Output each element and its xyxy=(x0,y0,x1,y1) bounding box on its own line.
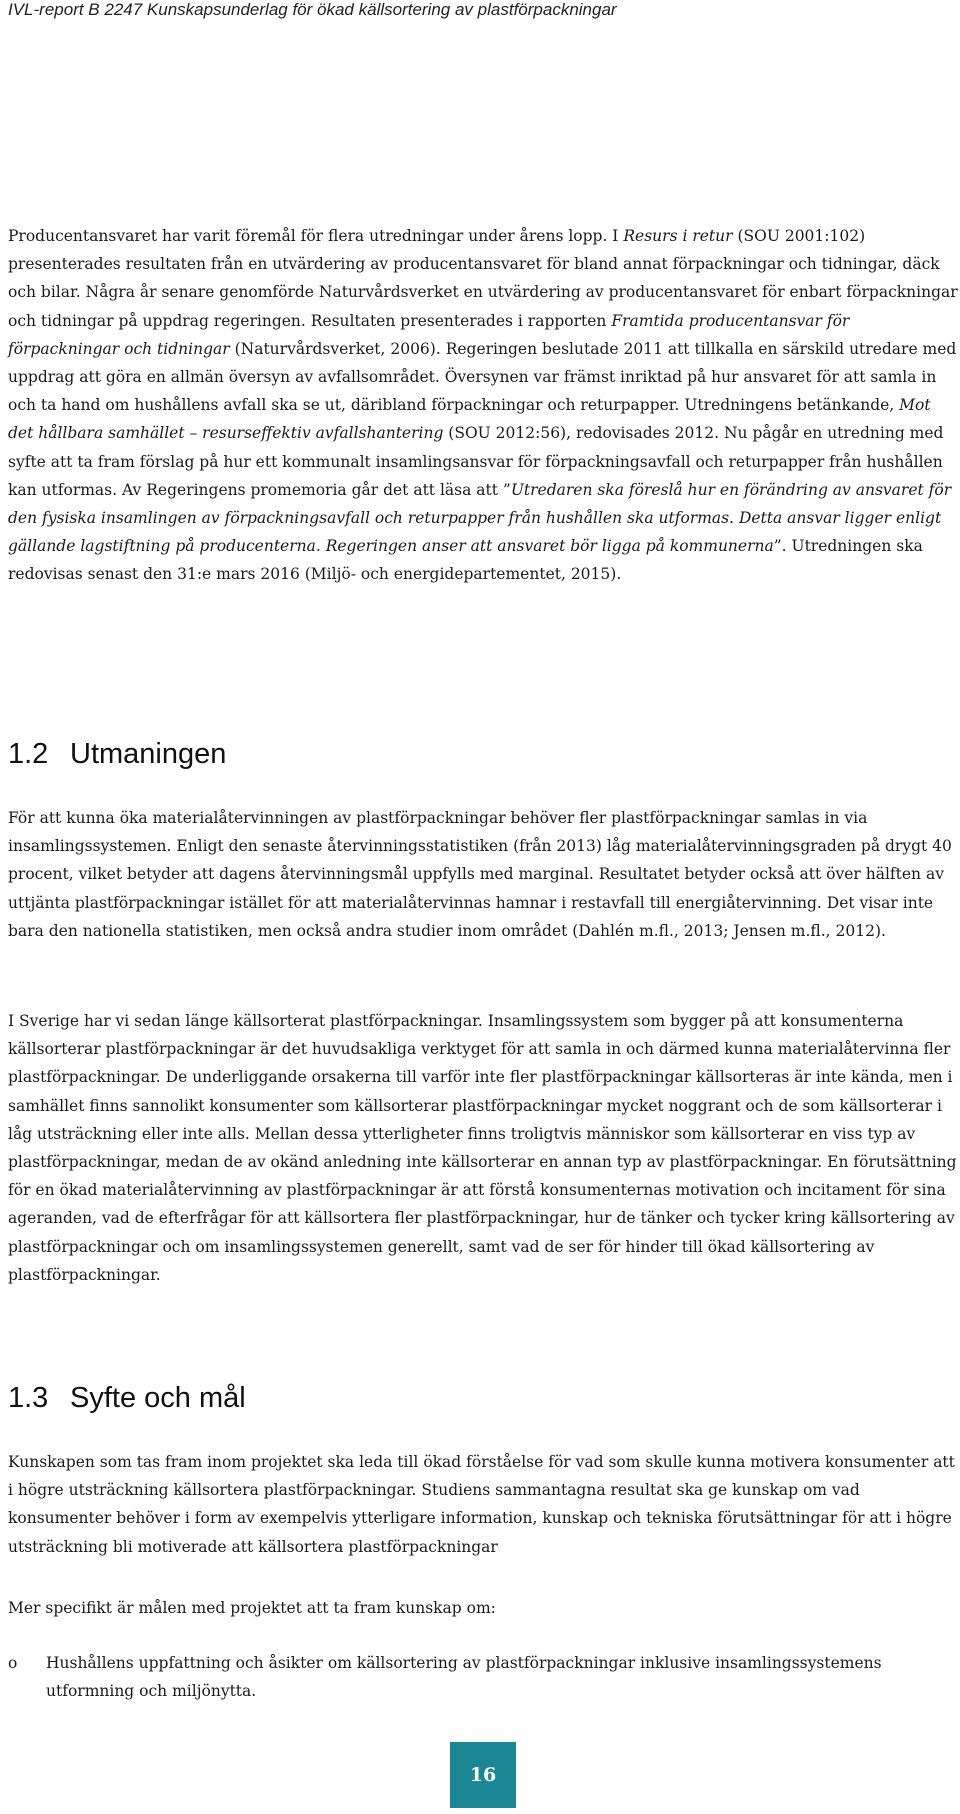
section-title: Utmaningen xyxy=(70,738,227,770)
paragraph-text: I Sverige har vi sedan länge källsorterat plastförpackningar. Insamlingssystem som bygger på att konsumenterna källsorterar plastförpackningar är det huvudsakliga verktyget för att samla in och därmed kunna materialåtervinna fler plastförpackningar. De underliggande orsakerna till varför inte fler plastförpackningar källsorteras är inte kända, men i samhället finns sannolikt konsumenter som källsorterar plastförpackningar mycket noggrant och de som källsorterar i låg utsträckning eller inte alls. Mellan dessa ytterligheter finns troligtvis människor som källsorterar en viss typ av plastförpackningar, medan de av okänd anledning inte källsorterar en annan typ av plastförpackningar. En förutsättning för en ökad materialåtervinning av plastförpackningar är att förstå konsumenternas motivation och incitament för sina ageranden, vad de efterfrågar för att källsortera fler plastförpackningar, hur de tänker och tycker kring källsortering av plastförpackningar och om insamlingssystemen generellt, samt vad de ser för hinder till ökad källsortering av plastförpackningar. xyxy=(8,1012,957,1284)
section-heading-syfte xyxy=(8,1382,246,1415)
intro-text-2: (SOU 2001:102) presenterades resultaten från en utvärdering av producentansvaret för bland annat förpackningar och tidningar, däck och bilar. Några år senare genomförde Naturvårdsverket en utvärdering av producentansvaret för enbart förpackningar och tidningar på uppdrag regeringen. Resultaten presenterades i rapporten xyxy=(8,227,958,330)
syfte-paragraph-1 xyxy=(8,1448,958,1561)
intro-text-5: ”. Utredningen ska redovisas senast den 31:e mars 2016 (Miljö- och energidepartementet, 2015). xyxy=(8,537,923,584)
report-header: IVL-report B 2247 Kunskapsunderlag för ökad källsortering av plastförpackningar xyxy=(8,0,617,19)
page-number-badge: 16 xyxy=(450,1742,516,1808)
section-number: 1.3 xyxy=(8,1382,49,1414)
utmaningen-paragraph-1 xyxy=(8,804,958,945)
intro-text-4: (SOU 2012:56), redovisades 2012. Nu pågår en utredning med syfte att ta fram förslag på hur ett kommunalt insamlingsansvar för förpackningsavfall och returpapper från hushållen kan utformas. Av Regeringens promemoria går det att läsa att ” xyxy=(8,424,944,499)
paragraph-text: För att kunna öka materialåtervinningen av plastförpackningar behöver fler plastförpackningar samlas in via insamlingssystemen. Enligt den senaste återvinningsstatistiken (från 2013) låg materialåtervinningsgraden på drygt 40 procent, vilket betyder att dagens återvinningsmål uppfylls med marginal. Resultatet betyder också att över hälften av uttjänta plastförpackningar istället för att materialåtervinnas hamnar i restavfall till energiåtervinning. Det visar inte bara den nationella statistiken, men också andra studier inom området (Dahlén m.fl., 2013; Jensen m.fl., 2012). xyxy=(8,809,952,940)
intro-italic-3: Mot det hållbara samhället – resurseffektiv avfallshantering xyxy=(8,396,931,443)
intro-italic-4: Utredaren ska föreslå hur en förändring av ansvaret för den fysiska insamlingen av förpackningsavfall och returpapper från hushållen ska utformas. Detta ansvar ligger enligt gällande lagstiftning på producenterna. Regeringen anser att ansvaret bör ligga på kommunerna xyxy=(8,480,952,556)
intro-text-1: Producentansvaret har varit föremål för flera utredningar under årens lopp. I xyxy=(8,227,624,245)
intro-text-3: (Naturvårdsverket, 2006). Regeringen beslutade 2011 att tillkalla en särskild utredare med uppdrag att göra en allmän översyn av avfallsområdet. Översynen var främst inriktad på hur ansvaret för att samla in och ta hand om hushållens avfall ska se ut, däribland förpackningar och returpapper. Utredningens betänkande, xyxy=(8,339,957,415)
intro-italic-2: Framtida producentansvar för förpackningar och tidningar xyxy=(8,311,850,358)
paragraph-text: Mer specifikt är målen med projektet att ta fram kunskap om: xyxy=(8,1599,496,1617)
intro-italic-1: Resurs i retur xyxy=(623,227,733,245)
section-heading-utmaningen xyxy=(8,738,226,771)
list-item xyxy=(8,1649,958,1705)
utmaningen-paragraph-2 xyxy=(8,1007,958,1289)
syfte-paragraph-2 xyxy=(8,1594,958,1622)
bullet-text: Hushållens uppfattning och åsikter om källsortering av plastförpackningar inklusive insamlingssystemens utformning och miljönytta. xyxy=(46,1654,882,1701)
section-number: 1.2 xyxy=(8,738,49,770)
bullet-marker: o xyxy=(8,1654,18,1672)
paragraph-text: Kunskapen som tas fram inom projektet ska leda till ökad förståelse för vad som skulle kunna motivera konsumenter att i högre utsträckning källsortera plastförpackningar. Studiens sammantagna resultat ska ge kunskap om vad konsumenter behöver i form av exempelvis ytterligare information, kunskap och tekniska förutsättningar för att i högre utsträckning bli motiverade att källsortera plastförpackningar xyxy=(8,1453,955,1556)
section-title: Syfte och mål xyxy=(70,1382,246,1414)
intro-paragraph xyxy=(8,222,958,589)
